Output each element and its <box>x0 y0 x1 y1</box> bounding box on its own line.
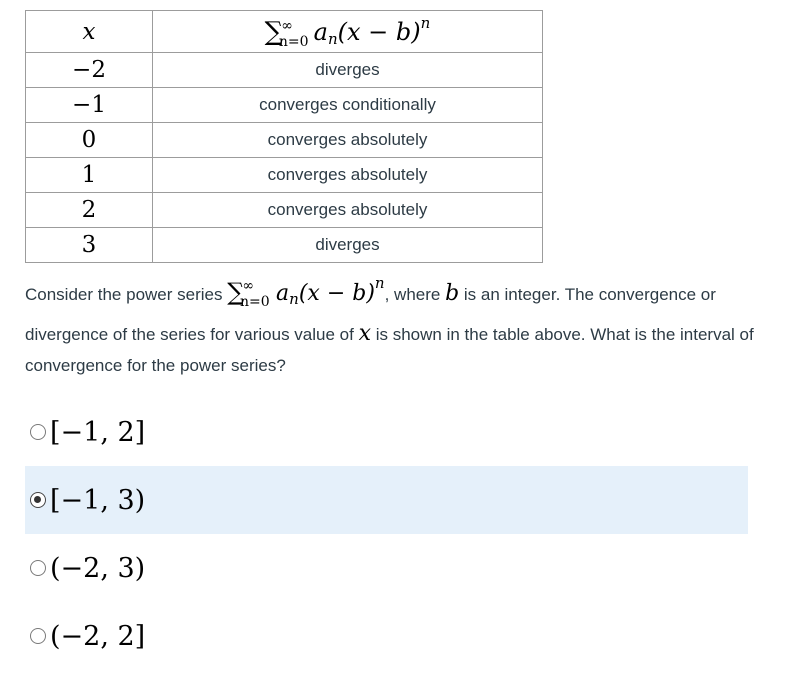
sum-lower-limit: n=0 <box>240 294 270 310</box>
variable-b: b <box>445 281 460 306</box>
answer-option[interactable] <box>25 534 748 602</box>
sum-upper-limit: ∞ <box>281 17 293 34</box>
x-value: 1 <box>26 158 153 193</box>
radio-button[interactable] <box>30 424 46 440</box>
answer-option-selected[interactable] <box>25 466 748 534</box>
sum-lower-limit: n=0 <box>278 33 309 50</box>
answer-label: (−2, 3) <box>50 552 146 584</box>
answer-label: (−2, 2] <box>50 620 146 652</box>
radio-button[interactable] <box>30 628 46 644</box>
sum-upper-limit: ∞ <box>242 278 255 294</box>
x-value: 0 <box>26 123 153 158</box>
header-x-label: x <box>82 18 96 45</box>
sigma-symbol: ∑ <box>264 16 284 47</box>
table-row <box>26 228 543 263</box>
question-part: , where <box>384 285 446 304</box>
coefficient-subscript: n <box>327 29 338 48</box>
sigma-symbol: ∑ <box>227 278 245 306</box>
convergence-result: diverges <box>153 228 543 263</box>
answer-label: [−1, 3) <box>50 484 146 516</box>
convergence-result: converges conditionally <box>153 88 543 123</box>
table-row <box>26 193 543 228</box>
x-value: −1 <box>26 88 153 123</box>
convergence-result: converges absolutely <box>153 158 543 193</box>
x-value: 3 <box>26 228 153 263</box>
table-row <box>26 123 543 158</box>
question-part: Consider the power series <box>25 285 228 304</box>
x-value: 2 <box>26 193 153 228</box>
coefficient-a: a <box>313 17 328 46</box>
answer-option[interactable] <box>25 398 748 466</box>
header-x <box>26 11 153 53</box>
radio-button-checked[interactable] <box>30 492 46 508</box>
convergence-table <box>25 10 543 263</box>
answer-option[interactable] <box>25 602 748 670</box>
series-power: n <box>374 274 385 292</box>
coefficient-a: a <box>276 281 290 306</box>
series-term: (x − b) <box>298 281 375 306</box>
header-sum <box>153 11 543 53</box>
table-row <box>26 158 543 193</box>
radio-button[interactable] <box>30 560 46 576</box>
series-expression <box>264 13 431 50</box>
question-text <box>25 268 765 381</box>
variable-x: x <box>358 321 371 346</box>
table-header-row <box>26 11 543 53</box>
inline-series-expression <box>227 274 385 310</box>
question-part: is an integer. The convergence or divergence of the series for various value of <box>25 285 716 344</box>
convergence-result: diverges <box>153 53 543 88</box>
answer-options <box>25 398 748 670</box>
question-part: is shown in the table above. What is the interval of convergence for the power series? <box>25 325 754 375</box>
convergence-result: converges absolutely <box>153 193 543 228</box>
answer-label: [−1, 2] <box>50 416 146 448</box>
x-value: −2 <box>26 53 153 88</box>
coefficient-subscript: n <box>289 290 299 308</box>
table-row <box>26 88 543 123</box>
convergence-result: converges absolutely <box>153 123 543 158</box>
series-term: (x − b) <box>337 17 421 46</box>
series-power: n <box>420 13 431 32</box>
table-row <box>26 53 543 88</box>
